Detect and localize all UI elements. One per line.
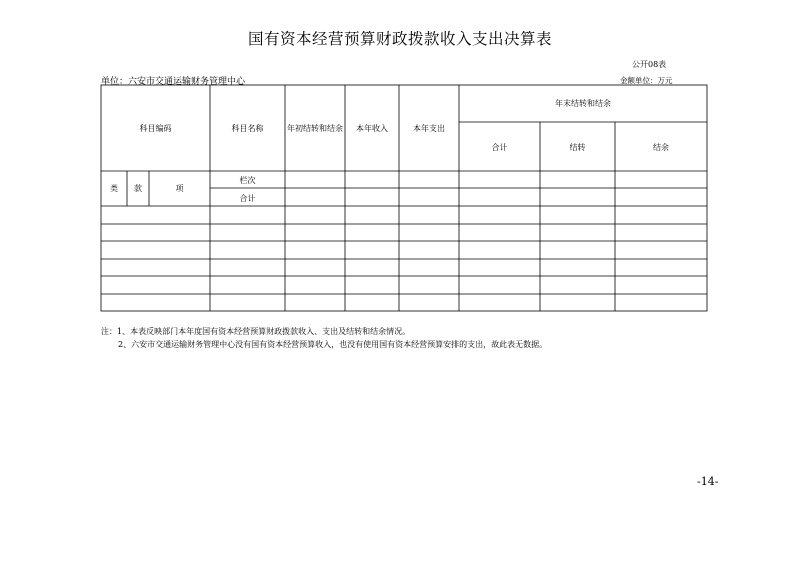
page-number: -14-: [697, 475, 719, 488]
header-carryover: 结转: [569, 143, 586, 152]
unit-label: 单位：六安市交通运输财务管理中心: [101, 77, 246, 87]
note-2: 2、六安市交通运输财务管理中心没有国有资本经营预算收入，也没有使用国有资本经营预算安排的支出，故此表无数据。: [118, 340, 548, 349]
header-subject-name: 科目名称: [231, 124, 264, 133]
note-1: 注：1、本表反映部门本年度国有资本经营预算财政拨款收入、支出及结转和结余情况。: [101, 327, 411, 336]
header-begin-balance: 年初结转和结余: [287, 124, 343, 133]
notes: [101, 325, 547, 351]
subheader-class: 类: [110, 184, 118, 193]
header-income: 本年收入: [356, 124, 388, 133]
row-column-no: 栏次: [239, 176, 256, 185]
row-total: 合计: [239, 194, 256, 203]
header-surplus: 结余: [653, 143, 669, 152]
header-total: 合计: [491, 143, 508, 152]
header-expense: 本年支出: [413, 124, 445, 133]
subheader-item: 项: [175, 184, 184, 193]
subheader-section: 款: [134, 184, 142, 193]
page-title: 国有资本经营预算财政拨款收入支出决算表: [247, 30, 552, 48]
header-subject-code: 科目编码: [139, 124, 172, 133]
money-unit-label: 金额单位：万元: [620, 76, 673, 85]
form-number: 公开08表: [632, 60, 667, 69]
header-year-end: 年末结转和结余: [555, 99, 611, 108]
